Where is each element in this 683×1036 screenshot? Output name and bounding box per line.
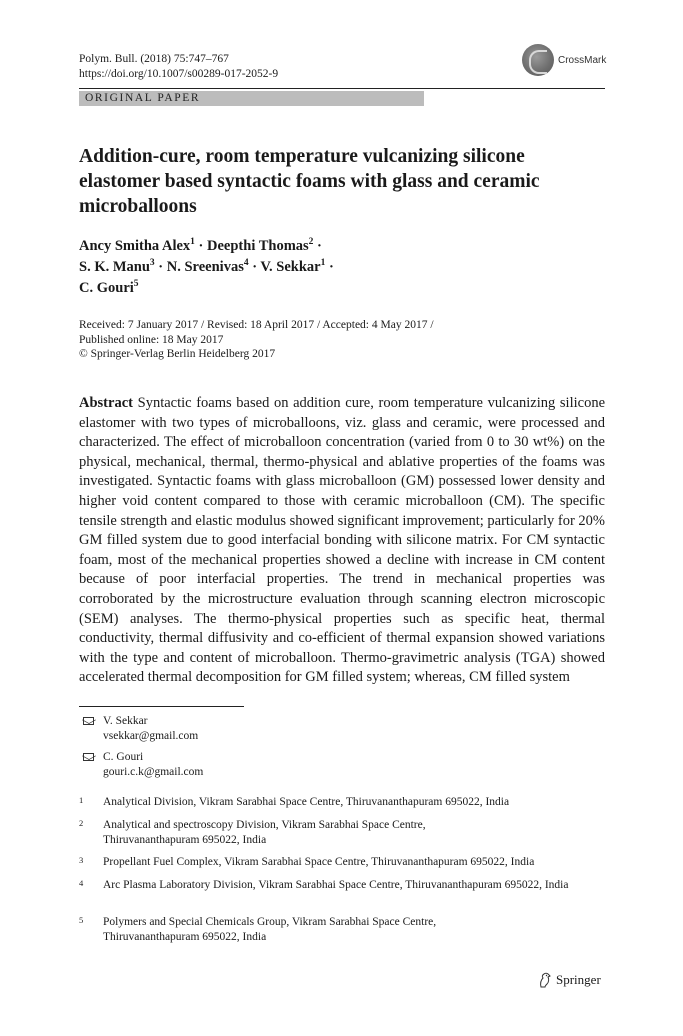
abstract-label: Abstract [79,395,133,411]
abstract [79,394,605,688]
publisher-logo [538,972,601,988]
doi-link[interactable]: https://doi.org/10.1007/s00289-017-2052-9 [79,68,279,80]
journal-line: Polym. Bull. (2018) 75:747–767 [79,53,229,65]
correspondent-email[interactable]: gouri.c.k@gmail.com [103,766,204,778]
author[interactable]: Deepthi Thomas$^2$ [207,237,314,254]
publisher-name: Springer [556,972,601,987]
author[interactable]: N. Sreenivas$^4$ [166,258,249,275]
journal-citation [79,52,278,82]
article-title: Addition-cure, room temperature vulcanizing silicone elastomer based syntactic foams with glass and ceramic microballoons [79,146,540,217]
crossmark-icon [522,44,554,76]
header-rule [79,88,605,89]
envelope-icon [83,717,94,725]
author[interactable]: C. Gouri$^5$ [79,279,139,296]
footnote-rule [79,706,244,707]
article-history [79,318,605,362]
article-page: Polym. Bull. (2018) 75:747–767 https://doi.org/10.1007/s00289-017-2052-9 CrossMark ORIGINAL PAPER Addition-cure, room temperature vulcanizing silicone elastomer based syntactic foams with glass and ceramic microballoons Ancy Smitha Alex$^1$ · Deepthi Thomas$^2$ · S. K. Manu$^3$ · N. Sreenivas$^4$ · V. Sekkar$^1$ · C. Gouri$^5$ Received: 7 January 2017 / Revised: 18 April 2017 / Accepted: 4 May 2017 / Published online: 18 May 2017 © Springer-Verlag Berlin Heidelberg 2017 Abstract Syntactic foams based on addition cure, room temperature vulcanizing silicone elastomer with two types of microballoons, viz. glass and ceramic, were processed and characterized. The effect of microballoon concentration (varied from 0 to 30 wt%) on the physical, mechanical, thermal, thermo-physical and ablative properties of the foams was investigated. Syntactic foams with glass microballoon (GM) possessed lower density and higher void content compared to those with ceramic microballoon (CM). The specific tensile strength and elastic modulus showed significant improvement; particularly for 20% GM filled system due to good interfacial bonding with silicone matrix. For CM syntactic foam, most of the mechanical properties showed a decline with increase in CM content because of poor interfacial properties. The trend in mechanical properties was corroborated by the microstructure evaluation through scanning electron microscopic (SEM) analyses. The thermo-physical properties such as specific heat, thermal conductivity, thermal diffusivity and co-efficient of thermal expansion showed variations with the type and content of microballoon. Thermo-gravimetric analysis (TGA) showed accelerated thermal decomposition for GM filled system; whereas, CM filled system V. Sekkar vsekkar@gmail.com C. Gouri gouri.c.k@gmail.com 1 Analytical Division, Vikram Sarabhai Space Centre, Thiruvananthapuram 695022, India 2 Analytical and spectroscopy Division, Vikram Sarabhai Space Centre, Thiruvananthapuram 695022, India 3 Propellant Fuel Complex, Vikram Sarabhai Space Centre, Thiruvananthapuram 695022, India 4 Arc Plasma Laboratory Division, Vikram Sarabhai Space Centre, Thiruvananthapuram 695022, India 5 Polymers and Special Chemicals Group, Vikram Sarabhai Space Centre, Thiruvananthapuram 695022, India Springer [0,0,683,1036]
published-online: Published online: 18 May 2017 [79,333,224,346]
correspondent-name: V. Sekkar [103,715,148,727]
abstract-text: Syntactic foams based on addition cure, room temperature vulcanizing silicone elastomer with two types of microballoons, viz. glass and ceramic, were processed and characterized. The effect of microballoon concentration (varied from 0 to 30 wt%) on the physical, mechanical, thermal, thermo-physical and ablative properties of the foams was investigated. Syntactic foams with glass microballoon (GM) possessed lower density and higher void content compared to those with ceramic microballoon (CM). The specific tensile strength and elastic modulus showed significant improvement; particularly for 20% GM filled system due to good interfacial bonding with silicone matrix. For CM syntactic foam, most of the mechanical properties showed a decline with increase in CM content because of poor interfacial properties. The trend in mechanical properties was corroborated by the microstructure evaluation through scanning electron microscopic (SEM) analyses. The thermo-physical properties such as specific heat, thermal conductivity, thermal diffusivity and co-efficient of thermal expansion showed variations with the type and content of microballoon. Thermo-gravimetric analysis (TGA) showed accelerated thermal decomposition for GM filled system; whereas, CM filled system [79,395,606,686]
author[interactable]: S. K. Manu$^3$ [79,258,155,275]
paper-type-banner: ORIGINAL PAPER [79,91,424,106]
correspondent-name: C. Gouri [103,751,144,763]
correspondent-email[interactable]: vsekkar@gmail.com [103,730,199,742]
author[interactable]: Ancy Smitha Alex$^1$ [79,237,195,254]
springer-horse-icon [538,972,552,988]
crossmark-label: CrossMark [558,55,607,66]
crossmark-badge[interactable] [522,44,612,78]
envelope-icon [83,753,94,761]
copyright: © Springer-Verlag Berlin Heidelberg 2017 [79,348,276,360]
author-list: Ancy Smitha Alex$^1$ · Deepthi Thomas$^2$ · S. K. Manu$^3$ · N. Sreenivas$^4$ · V. Sekkar$^1$ · C. Gouri$^5$ [79,237,334,296]
history-dates: Received: 7 January 2017 / Revised: 18 April 2017 / Accepted: 4 May 2017 / [79,319,434,331]
author[interactable]: V. Sekkar$^1$ [260,258,326,275]
